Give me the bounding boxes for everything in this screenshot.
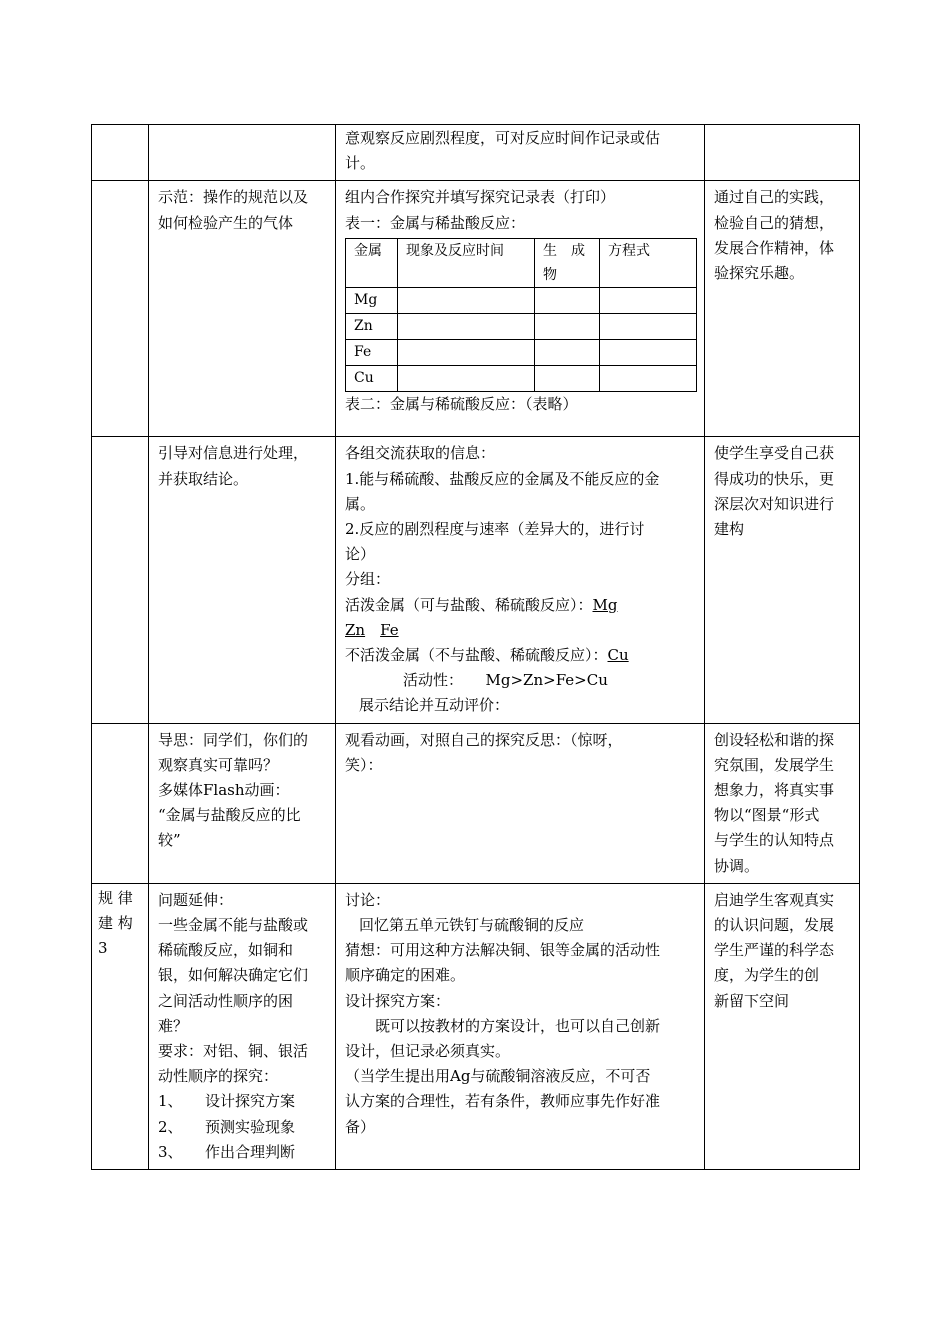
text-line: 展示结论并互动评价： <box>359 696 510 715</box>
metal-fe: Fe <box>380 620 399 639</box>
text-line: 如何检验产生的气体 <box>158 213 294 232</box>
header-cell: 现象及反应时间 <box>398 238 535 287</box>
text-line: 2、 预测实验现象 <box>158 1117 296 1136</box>
text-line: 并获取结论。 <box>158 469 249 488</box>
text-line: （当学生提出用Ag与硫酸铜溶液反应，不可否 <box>345 1067 651 1086</box>
text-line: 设计，但记录必须真实。 <box>345 1042 511 1061</box>
text-line: 讨论： <box>345 890 391 909</box>
empty-cell <box>600 339 697 365</box>
text-line: 表二：金属与稀硫酸反应：（表略） <box>345 394 578 413</box>
header-cell: 金属 <box>346 238 398 287</box>
text-line: 协调。 <box>714 856 760 875</box>
text-line: 使学生享受自己获 <box>714 444 835 463</box>
metal-cu: Cu <box>607 646 629 665</box>
student-activity-cell <box>336 437 705 723</box>
text-line: 的认识问题，发展 <box>714 916 835 935</box>
design-intent-cell <box>705 181 860 437</box>
text-line: 顺序确定的困难。 <box>345 966 466 985</box>
teacher-activity-cell <box>149 723 336 883</box>
text-line: 建构 <box>714 520 745 539</box>
text-line: 2.反应的剧烈程度与速率（差异大的，进行讨 <box>345 520 645 539</box>
text-line: 意观察反应剧烈程度，可对反应时间作记录或估 <box>345 129 661 147</box>
text-line: 较” <box>158 831 181 850</box>
stage-cell <box>92 437 149 723</box>
text-line: 猜想：可用这种方法解决铜、银等金属的活动性 <box>345 941 661 960</box>
teacher-activity-cell <box>149 437 336 723</box>
text-line: “金属与盐酸反应的比 <box>158 806 301 825</box>
text-line: 验探究乐趣。 <box>714 264 805 283</box>
text-line: 动性顺序的探究： <box>158 1067 279 1086</box>
experiment-record-table <box>345 238 697 392</box>
text-line: 示范：操作的规范以及 <box>158 188 309 207</box>
design-intent-cell <box>705 125 860 181</box>
text-line: 观看动画，对照自己的探究反思：（惊呀， <box>345 730 623 749</box>
text-line: 创设轻松和谐的探 <box>714 730 835 749</box>
design-intent-cell <box>705 437 860 723</box>
metal-cell: Mg <box>346 287 398 313</box>
student-activity-cell <box>336 125 705 181</box>
text-line: 既可以按教材的方案设计，也可以自己创新 <box>345 1016 661 1035</box>
text-line: 与学生的认知特点 <box>714 831 835 850</box>
empty-cell <box>535 287 600 313</box>
text-line: 之间活动性顺序的困 <box>158 991 294 1010</box>
header-cell: 方程式 <box>600 238 697 287</box>
student-activity-cell <box>336 883 705 1169</box>
teacher-activity-cell <box>149 125 336 181</box>
text-line: 启迪学生客观真实 <box>714 890 835 909</box>
record-header-row <box>346 238 697 287</box>
stage-cell <box>92 181 149 437</box>
text-line: 检验自己的猜想， <box>714 213 835 232</box>
lesson-plan-table <box>91 124 860 1170</box>
text-line: 备） <box>345 1117 376 1136</box>
stage-cell <box>92 125 149 181</box>
metal-cell: Fe <box>346 339 398 365</box>
stage-cell <box>92 883 149 1169</box>
text-line: 学生严谨的科学态 <box>714 941 835 960</box>
student-activity-cell <box>336 181 705 437</box>
table-row <box>92 181 860 437</box>
empty-cell <box>535 365 600 391</box>
table-row <box>92 437 860 723</box>
empty-cell <box>398 365 535 391</box>
text-line: 计。 <box>345 154 376 173</box>
record-row <box>346 365 697 391</box>
text-line <box>345 643 695 668</box>
text-line: 3、 作出合理判断 <box>158 1142 296 1161</box>
inactive-metals-label: 不活泼金属（不与盐酸、稀硫酸反应）： <box>345 646 608 665</box>
text-line: 得成功的快乐，更 <box>714 469 835 488</box>
metal-cell: Zn <box>346 313 398 339</box>
empty-cell <box>398 313 535 339</box>
empty-cell <box>600 287 697 313</box>
header-cell: 生 成物 <box>535 238 600 287</box>
empty-cell <box>398 287 535 313</box>
teacher-activity-cell <box>149 883 336 1169</box>
text-line: 回忆第五单元铁钉与硫酸铜的反应 <box>359 916 585 935</box>
text-line: 各组交流获取的信息： <box>345 444 496 463</box>
teacher-activity-cell <box>149 181 336 437</box>
text-line <box>345 618 695 643</box>
text-line: 1.能与稀硫酸、盐酸反应的金属及不能反应的金 <box>345 469 660 488</box>
design-intent-cell <box>705 883 860 1169</box>
student-activity-cell <box>336 723 705 883</box>
text-line: 导思：同学们，你们的 <box>158 730 309 749</box>
text-line: 发展合作精神，体 <box>714 238 835 257</box>
text-line: 1、 设计探究方案 <box>158 1092 296 1111</box>
text-line: 属。 <box>345 494 376 513</box>
text-line: 银，如何解决确定它们 <box>158 966 309 985</box>
text-line: 认方案的合理性，若有条件，教师应事先作好准 <box>345 1092 661 1111</box>
metal-mg: Mg <box>592 595 618 614</box>
text-line: 难？ <box>158 1016 189 1035</box>
text-line: 设计探究方案： <box>345 991 451 1010</box>
record-row <box>346 339 697 365</box>
text-line: 想象力，将真实事 <box>714 781 835 800</box>
record-row <box>346 313 697 339</box>
text-line: 分组： <box>345 570 391 589</box>
active-metals-label: 活泼金属（可与盐酸、稀硫酸反应）： <box>345 595 593 614</box>
text-line: 笑）： <box>345 755 383 774</box>
table-row <box>92 883 860 1169</box>
text-line: 物以“图景“形式 <box>714 806 820 825</box>
text-line: 多媒体Flash动画： <box>158 781 290 800</box>
metal-cell: Cu <box>346 365 398 391</box>
text-line: 一些金属不能与盐酸或 <box>158 916 309 935</box>
text-line: 引导对信息进行处理， <box>158 444 309 463</box>
stage-label: 规 律 <box>98 888 133 907</box>
text-line: 通过自己的实践， <box>714 188 835 207</box>
empty-cell <box>535 313 600 339</box>
text-line: 论） <box>345 545 376 564</box>
text-line: 组内合作探究并填写探究记录表（打印） <box>345 188 616 207</box>
text-line: 问题延伸： <box>158 890 234 909</box>
record-row <box>346 287 697 313</box>
empty-cell <box>535 339 600 365</box>
text-line: 表一：金属与稀盐酸反应： <box>345 213 526 232</box>
stage-label: 建 构 <box>98 914 133 933</box>
text-line: 深层次对知识进行 <box>714 494 835 513</box>
activity-order: Mg>Zn>Fe>Cu <box>485 671 608 690</box>
text-line: 要求：对铝、铜、银活 <box>158 1042 309 1061</box>
table-row <box>92 125 860 181</box>
empty-cell <box>600 313 697 339</box>
text-line: 稀硫酸反应，如铜和 <box>158 941 294 960</box>
text-line: 观察真实可靠吗？ <box>158 755 279 774</box>
text-line: 究氛围，发展学生 <box>714 755 835 774</box>
design-intent-cell <box>705 723 860 883</box>
empty-cell <box>398 339 535 365</box>
table-row <box>92 723 860 883</box>
empty-cell <box>600 365 697 391</box>
text-line <box>345 593 695 618</box>
stage-cell <box>92 723 149 883</box>
text-line <box>345 668 695 693</box>
text-line: 新留下空间 <box>714 991 790 1010</box>
text-line: 度，为学生的创 <box>714 966 820 985</box>
stage-label: 3 <box>98 939 108 958</box>
activity-label: 活动性： <box>403 671 456 690</box>
metal-zn: Zn <box>345 620 366 639</box>
